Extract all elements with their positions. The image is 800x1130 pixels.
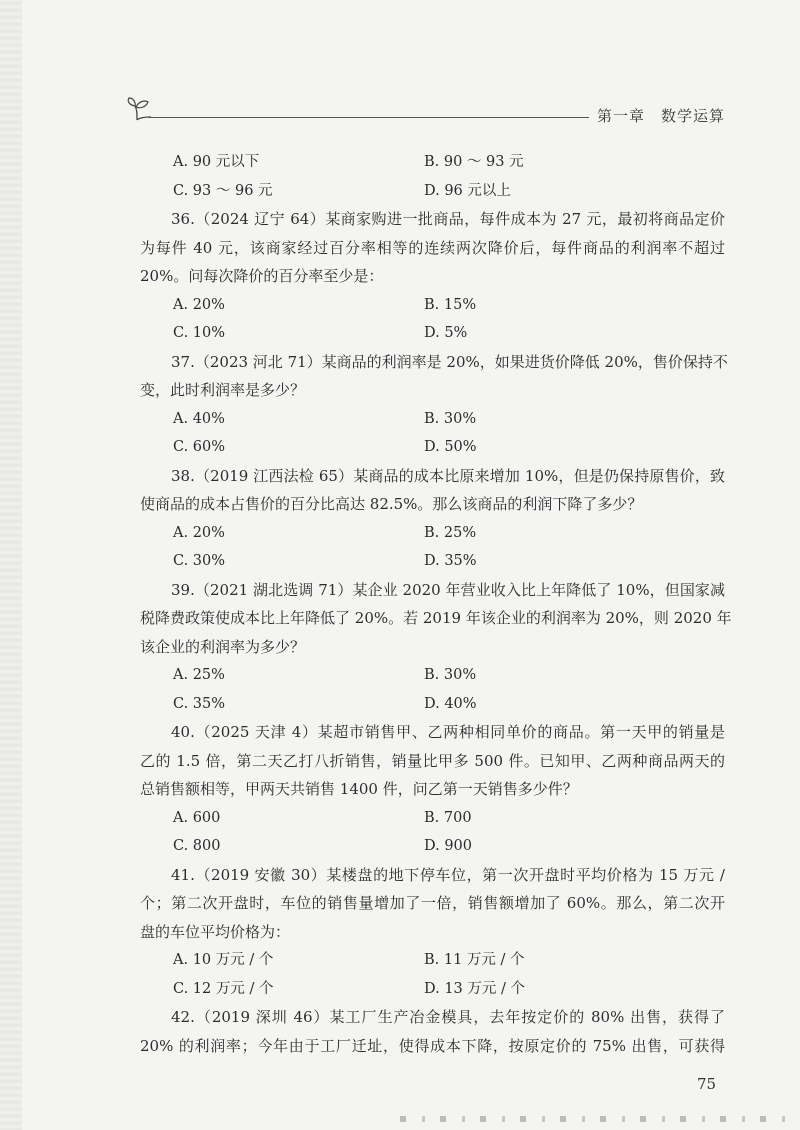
answer-option: A. 25% [173,667,225,683]
option-row [140,975,725,1004]
question-line: 36.（2024 辽宁 64）某商家购进一批商品，每件成本为 27 元，最初将商品定价 [171,210,725,228]
option-row [140,547,725,576]
answer-option: C. 12 万元 / 个 [173,980,274,997]
option-row [140,804,725,833]
question [140,861,725,947]
option-row [140,177,725,206]
answer-option: B. 11 万元 / 个 [424,952,525,968]
option-row [140,405,725,434]
question-line: 个；第二次开盘时，车位的销售量增加了一倍，销售额增加了 60%。那么，第二次开 [140,894,725,912]
answer-option: A. 20% [173,296,225,313]
question-line: 39.（2021 湖北选调 71）某企业 2020 年营业收入比上年降低了 10%，但国家减 [171,580,725,599]
question [140,718,725,804]
answer-option: A. 90 元以下 [173,154,260,170]
page-content [140,148,732,1060]
answer-option: B. 700 [424,809,472,826]
question-line: 40.（2025 天津 4）某超市销售甲、乙两种相同单价的商品。第一天甲的销量是 [171,723,725,741]
option-row [140,519,725,548]
answer-option: B. 90 ～ 93 元 [424,154,524,170]
question-line: 38.（2019 江西法检 65）某商品的成本比原来增加 10%，但是仍保持原售价，致 [171,466,725,485]
question-line: 盘的车位平均价格为： [140,922,291,941]
answer-option: D. 35% [424,553,477,569]
page-header [125,96,725,126]
question [140,462,725,519]
question-line: 41.（2019 安徽 30）某楼盘的地下停车位，第一次开盘时平均价格为 15 万元 / [171,865,725,884]
answer-option: C. 800 [173,838,221,854]
option-row [140,291,725,320]
question-line: 变，此时利润率是多少？ [140,381,306,399]
question-line: 乙的 1.5 倍，第二天乙打八折销售，销量比甲多 500 件。已知甲、乙两种商品两天的 [140,751,725,770]
page-number: 75 [697,1075,717,1093]
option-row [140,946,725,975]
answer-option: A. 10 万元 / 个 [173,952,274,968]
question [140,576,732,662]
question-line: 总销售额相等，甲两天共销售 1400 件，问乙第一天销售多少件？ [140,780,578,798]
answer-option: A. 40% [173,410,225,427]
answer-option: B. 15% [424,296,477,313]
answer-option: C. 35% [173,695,226,712]
scan-edge [0,0,22,1130]
answer-option: C. 10% [173,325,226,341]
answer-option: C. 60% [173,439,226,455]
answer-option: B. 25% [424,524,477,541]
question [140,205,725,291]
question-line: 使商品的成本占售价的百分比高达 82.5%。那么该商品的利润下降了多少？ [140,495,643,513]
question-line: 20%。问每次降价的百分率至少是： [140,267,384,285]
scan-footer-artifact [400,1116,790,1122]
answer-option: D. 13 万元 / 个 [424,980,525,997]
header-rule [149,117,589,118]
answer-option: D. 5% [424,325,468,341]
question-line: 20% 的利润率；今年由于工厂迁址，使得成本下降，按原定价的 75% 出售，可获得 [140,1036,725,1055]
question [140,1003,725,1060]
question [140,348,728,405]
answer-option: D. 900 [424,838,473,854]
chapter-title: 第一章 数学运算 [596,107,725,125]
answer-option: A. 20% [173,524,225,541]
answer-option: C. 30% [173,553,226,569]
answer-option: D. 50% [424,439,477,455]
answer-option: D. 96 元以上 [424,182,511,199]
option-row [140,690,725,719]
option-row [140,661,725,690]
option-row [140,433,725,462]
sprout-icon [125,96,155,126]
answer-option: C. 93 ～ 96 元 [173,182,273,199]
answer-option: B. 30% [424,667,477,683]
question-line: 为每件 40 元，该商家经过百分率相等的连续两次降价后，每件商品的利润率不超过 [140,238,725,257]
option-row [140,832,725,861]
answer-option: A. 600 [173,809,221,826]
question-line: 42.（2019 深圳 46）某工厂生产冶金模具，去年按定价的 80% 出售，获得了 [171,1008,725,1026]
option-row [140,148,725,177]
answer-option: D. 40% [424,695,477,712]
option-row [140,319,725,348]
question-line: 该企业的利润率为多少？ [140,637,306,656]
question-line: 税降费政策使成本比上年降低了 20%。若 2019 年该企业的利润率为 20%，则 2020 年 [140,609,732,627]
answer-option: B. 30% [424,410,477,427]
question-line: 37.（2023 河北 71）某商品的利润率是 20%，如果进货价降低 20%，售价保持不 [171,352,728,371]
